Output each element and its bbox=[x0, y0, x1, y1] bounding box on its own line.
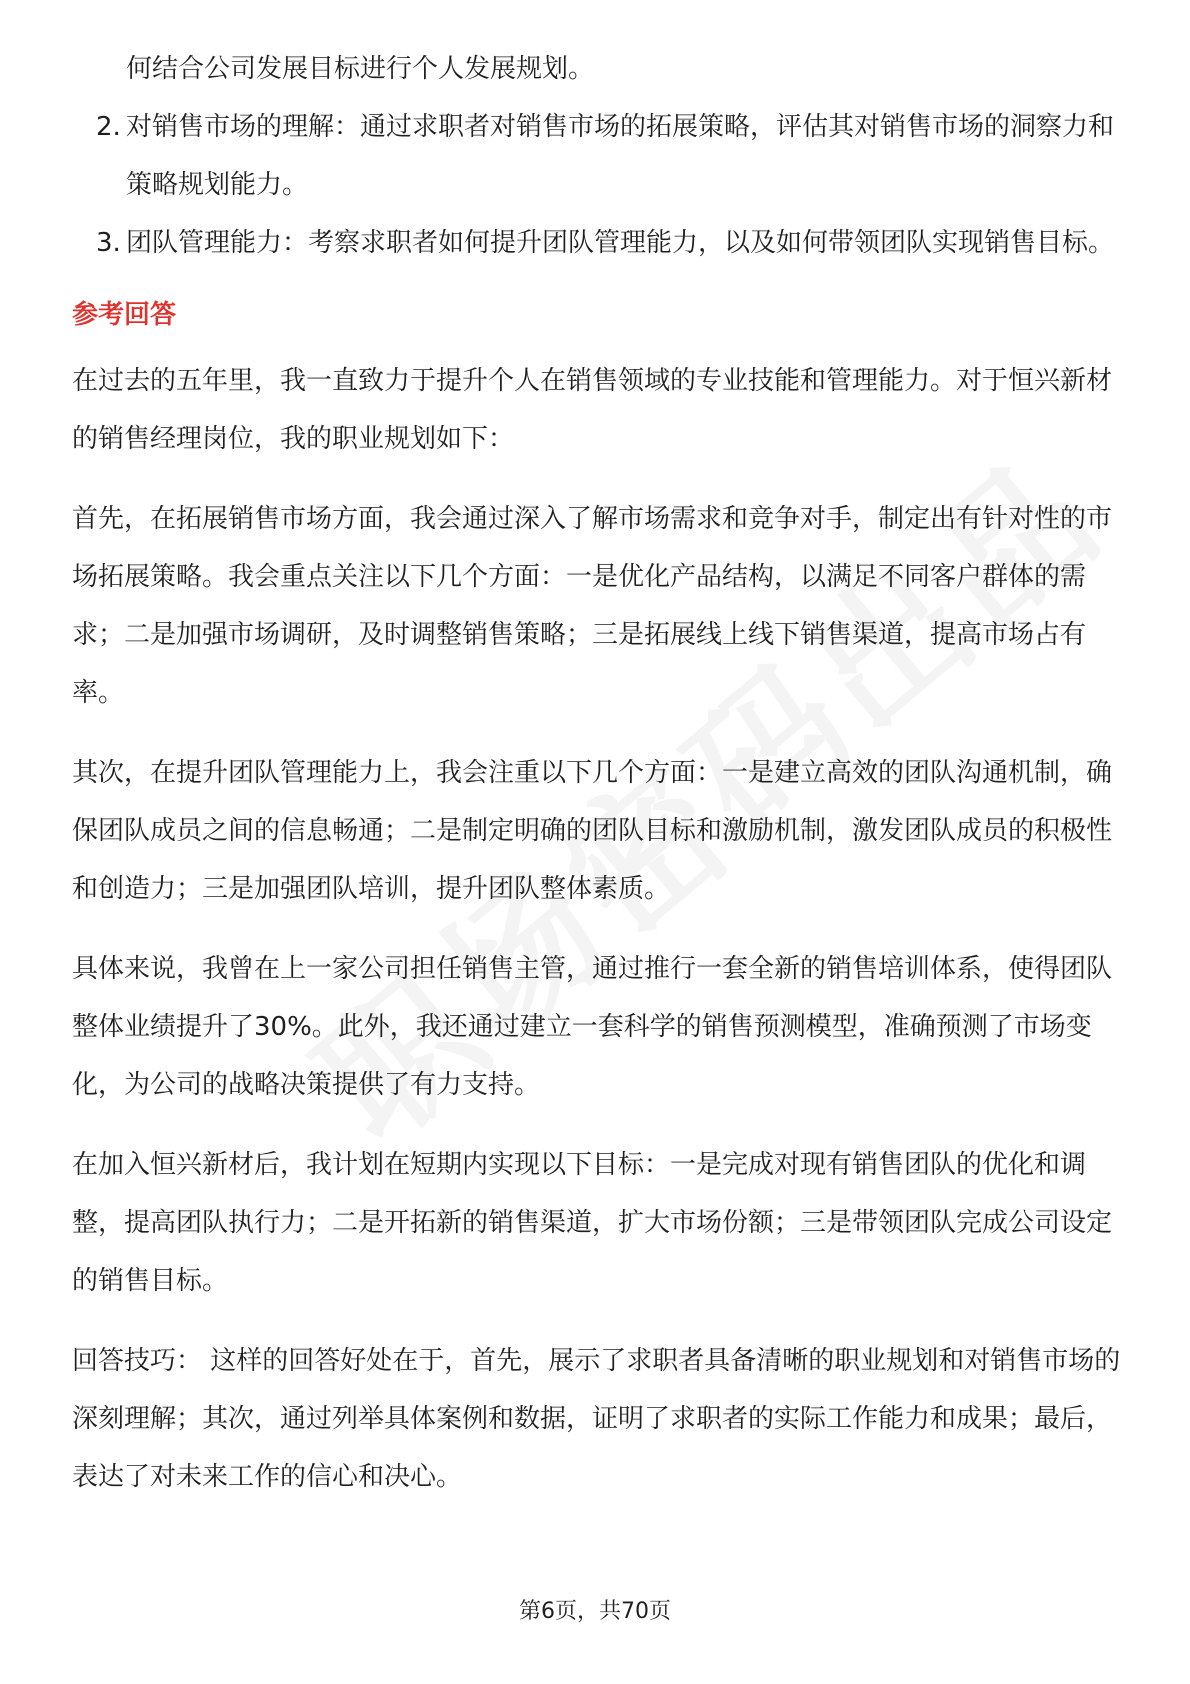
list-number: 2. bbox=[96, 112, 121, 142]
document-body bbox=[72, 40, 1122, 1506]
paragraph: 其次，在提升团队管理能力上，我会注重以下几个方面：一是建立高效的团队沟通机制，确保团队成员之间的信息畅通；二是制定明确的团队目标和激励机制，激发团队成员的积极性和创造力；三是加强团队培训，提升团队整体素质。 bbox=[72, 758, 1113, 904]
list-item-text: 团队管理能力：考察求职者如何提升团队管理能力，以及如何带领团队实现销售目标。 bbox=[126, 228, 1115, 258]
page-number: 第6页，共70页 bbox=[519, 1599, 671, 1624]
paragraph: 首先，在拓展销售市场方面，我会通过深入了解市场需求和竞争对手，制定出有针对性的市场拓展策略。我会重点关注以下几个方面：一是优化产品结构，以满足不同客户群体的需求；二是加强市场调研，及时调整销售策略；三是拓展线上线下销售渠道，提高市场占有率。 bbox=[72, 504, 1113, 708]
paragraph: 在过去的五年里，我一直致力于提升个人在销售领域的专业技能和管理能力。对于恒兴新材的销售经理岗位，我的职业规划如下： bbox=[72, 366, 1113, 454]
paragraph: 具体来说，我曾在上一家公司担任销售主管，通过推行一套全新的销售培训体系，使得团队整体业绩提升了30%。此外，我还通过建立一套科学的销售预测模型，准确预测了市场变化，为公司的战略决策提供了有力支持。 bbox=[72, 954, 1113, 1100]
list-number: 3. bbox=[96, 228, 121, 258]
list-item bbox=[72, 98, 1122, 214]
list-item-text: 对销售市场的理解：通过求职者对销售市场的拓展策略，评估其对销售市场的洞察力和策略规划能力。 bbox=[126, 112, 1115, 200]
list-item bbox=[72, 214, 1122, 272]
section-heading: 参考回答 bbox=[72, 300, 177, 330]
paragraph: 回答技巧： 这样的回答好处在于，首先，展示了求职者具备清晰的职业规划和对销售市场的深刻理解；其次，通过列举具体案例和数据，证明了求职者的实际工作能力和成果；最后，表达了对未来工作的信心和决心。 bbox=[72, 1346, 1121, 1492]
paragraph: 在加入恒兴新材后，我计划在短期内实现以下目标：一是完成对现有销售团队的优化和调整，提高团队执行力；二是开拓新的销售渠道，扩大市场份额；三是带领团队完成公司设定的销售目标。 bbox=[72, 1150, 1113, 1296]
list-item-continuation: 何结合公司发展目标进行个人发展规划。 bbox=[126, 54, 595, 84]
